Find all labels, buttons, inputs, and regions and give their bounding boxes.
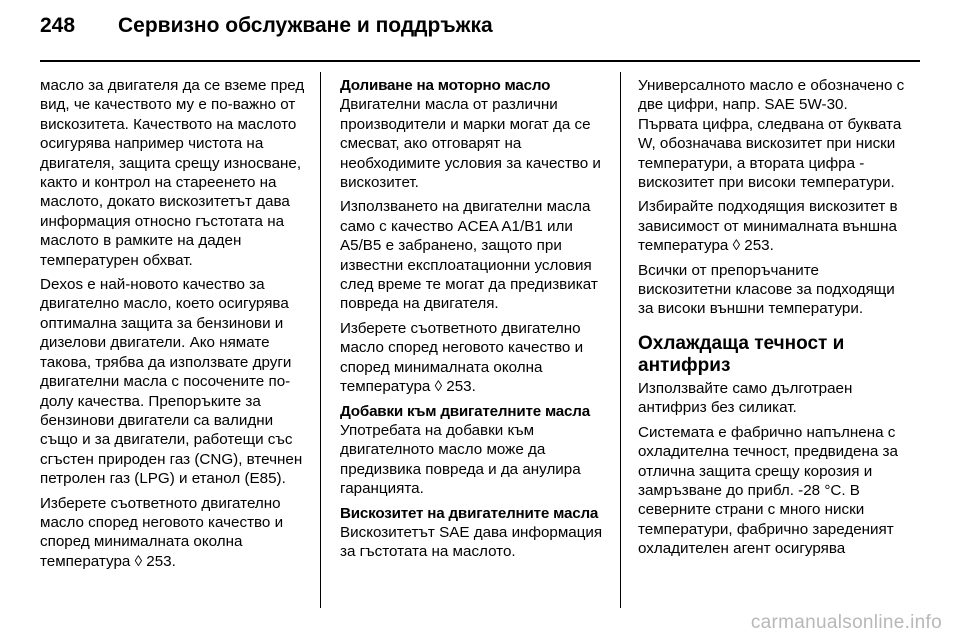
paragraph: Универсалното масло е обозначено с две цифри, напр. SAE 5W-30. Първата цифра, следвана от буквата W, обозначава вискозитет при ниски температури, а втората цифра - вискозитет при високи температури. <box>638 77 905 192</box>
paragraph: Използването на двигателни масла само с качество ACEA A1/B1 или A5/B5 е забранено, защото при известни експлоатационни условия след време те могат да предизвикат повреда на двигателя. <box>340 198 598 313</box>
paragraph: Вискозитетът SAE дава информация за гъстотата на маслото. <box>340 523 603 561</box>
paragraph: Употребата на добавки към двигателното масло може да предизвика повреда и да анулира гаранцията. <box>340 421 581 498</box>
paragraph: Dexos е най-новото качество за двигателно масло, което осигурява оптимална защита за бензинови и дизелови двигатели. Ако нямате такова, трябва да използвате други двигателни масла с посочените по-долу качества. Препоръките за бензинови двигатели са валидни също и за двигатели, работещи със сгъстен природен газ (CNG), втечнен петролен газ (LPG) и етанол (E85). <box>40 276 303 488</box>
paragraph: Двигателни масла от различни производители и марки могат да се смесват, ако отговарят на необходимите условия за качество и вискозитет. <box>340 96 601 192</box>
paragraph: Системата е фабрично напълнена с охладителна течност, предвидена за отлична защита срещу корозия и замръзване до прибл. -28 °C. В северните страни с много ниски температури, фабрично зареденият охладителен агент осигурява <box>638 423 898 558</box>
watermark: carmanualsonline.info <box>750 612 942 633</box>
column-divider <box>620 72 621 608</box>
page-number: 248 <box>40 14 76 37</box>
column-1 <box>40 76 312 576</box>
paragraph: Изберете съответното двигателно масло според неговото качество и според минималната околна температура ◊ 253. <box>40 494 284 570</box>
paragraph: масло за двигателя да се вземе пред вид, че качеството му е по-важно от вискозитета. Качеството на маслото осигурява например чистота на двигателя, защита срещу износване, както и контрол на стареенето на маслото, докато вискозитетът дава информация относно гъстотата на маслото в рамките на даден температурен обхват. <box>40 77 305 269</box>
paragraph: Изберете съответното двигателно масло според неговото качество и според минималната околна температура ◊ 253. <box>340 319 584 396</box>
subheading-oil-additives: Добавки към двигателните масла <box>340 402 590 420</box>
paragraph: Всички от препоръчаните вискозитетни класове за подходящи за високи външни температури. <box>638 261 895 318</box>
column-2 <box>340 76 612 567</box>
section-heading-coolant: Охлаждаща течност и антифриз <box>638 332 845 376</box>
subheading-oil-viscosity: Вискозитет на двигателните масла <box>340 504 599 522</box>
paragraph: Избирайте подходящия вискозитет в зависимост от минималната външна температура ◊ 253. <box>638 198 898 255</box>
column-divider <box>320 72 321 608</box>
column-3 <box>638 76 910 564</box>
subheading-oil-topping: Доливане на моторно масло <box>340 77 551 94</box>
page-header <box>40 14 920 54</box>
header-divider <box>40 60 920 62</box>
paragraph: Използвайте само дълготраен антифриз без силикат. <box>638 379 853 417</box>
page-title: Сервизно обслужване и поддръжка <box>118 14 493 37</box>
